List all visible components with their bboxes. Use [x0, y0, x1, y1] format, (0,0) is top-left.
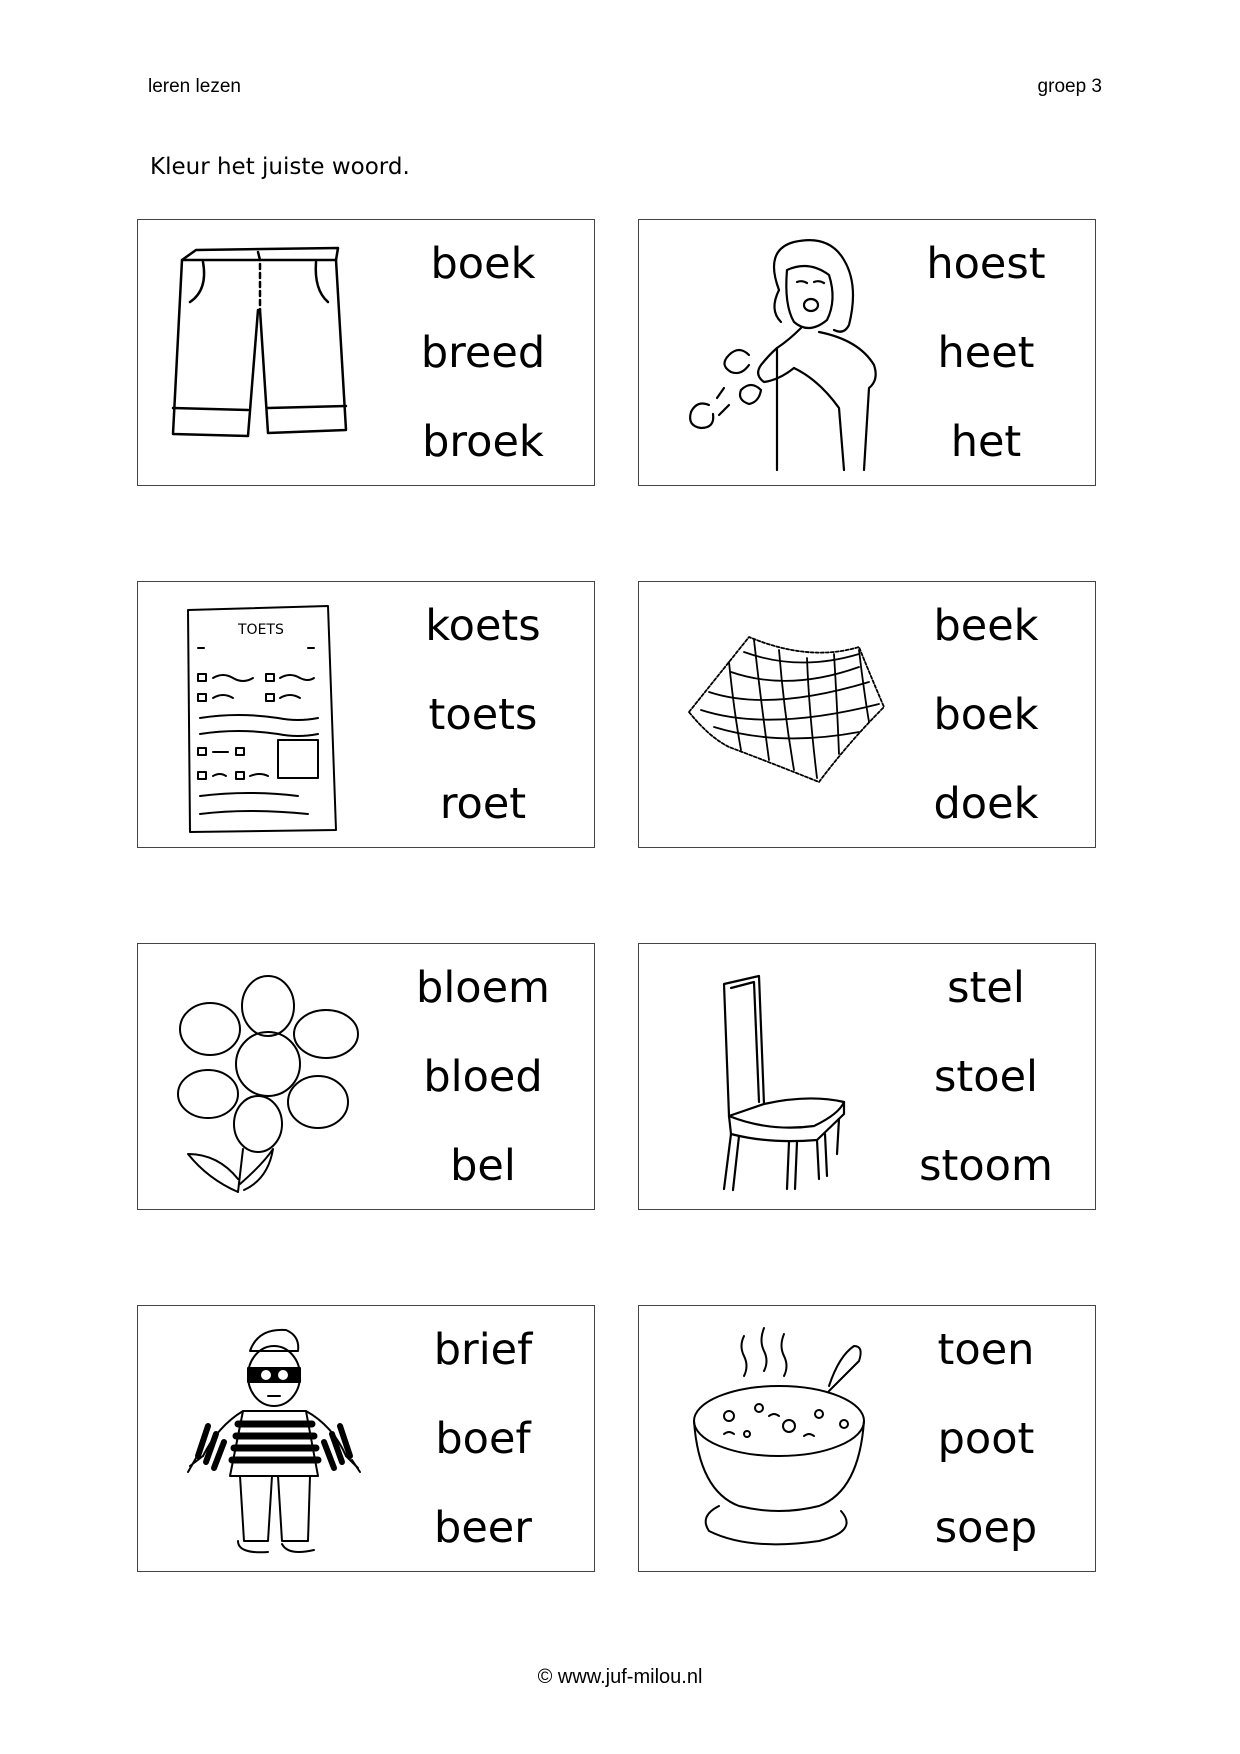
word-card-2	[638, 219, 1096, 486]
header-subject: leren lezen	[148, 76, 241, 97]
word-option[interactable]: soep	[934, 1503, 1038, 1553]
word-option[interactable]: toen	[937, 1325, 1035, 1375]
word-card-7	[137, 1305, 595, 1572]
word-option[interactable]: broek	[422, 417, 544, 467]
word-card-8	[638, 1305, 1096, 1572]
checkered-cloth-drawing	[669, 592, 889, 837]
word-card-3	[137, 581, 595, 848]
word-card-4	[638, 581, 1096, 848]
test-paper-drawing	[168, 592, 388, 837]
word-option[interactable]: roet	[439, 779, 527, 829]
word-option[interactable]: toets	[428, 690, 538, 740]
test-paper-title: TOETS	[238, 622, 284, 638]
word-option[interactable]: boek	[933, 690, 1039, 740]
word-option[interactable]: bloem	[416, 963, 550, 1013]
word-option[interactable]: het	[950, 417, 1022, 467]
word-card-6	[638, 943, 1096, 1210]
word-option[interactable]: stel	[947, 963, 1025, 1013]
word-option[interactable]: bel	[450, 1141, 516, 1191]
header-grade: groep 3	[1037, 76, 1102, 97]
word-option[interactable]: brief	[433, 1325, 533, 1375]
word-option[interactable]: breed	[420, 328, 546, 378]
word-option[interactable]: boef	[435, 1414, 531, 1464]
flower-drawing	[168, 954, 388, 1199]
burglar-drawing	[168, 1316, 388, 1561]
soup-bowl-drawing	[669, 1316, 889, 1561]
word-option[interactable]: hoest	[926, 239, 1046, 289]
word-option[interactable]: beer	[434, 1503, 532, 1553]
word-card-1	[137, 219, 595, 486]
word-option[interactable]: heet	[937, 328, 1035, 378]
coughing-woman-drawing	[669, 230, 889, 475]
word-option[interactable]: koets	[425, 601, 541, 651]
word-option[interactable]: bloed	[423, 1052, 543, 1102]
trousers-drawing	[168, 230, 388, 475]
chair-drawing	[669, 954, 889, 1199]
word-card-5	[137, 943, 595, 1210]
footer-copyright: © www.juf-milou.nl	[537, 1666, 703, 1688]
word-option[interactable]: stoom	[919, 1141, 1053, 1191]
word-option[interactable]: stoel	[934, 1052, 1038, 1102]
word-option[interactable]: beek	[933, 601, 1039, 651]
word-option[interactable]: boek	[430, 239, 536, 289]
instruction-text: Kleur het juiste woord.	[150, 154, 410, 180]
word-option[interactable]: poot	[937, 1414, 1035, 1464]
word-option[interactable]: doek	[933, 779, 1039, 829]
